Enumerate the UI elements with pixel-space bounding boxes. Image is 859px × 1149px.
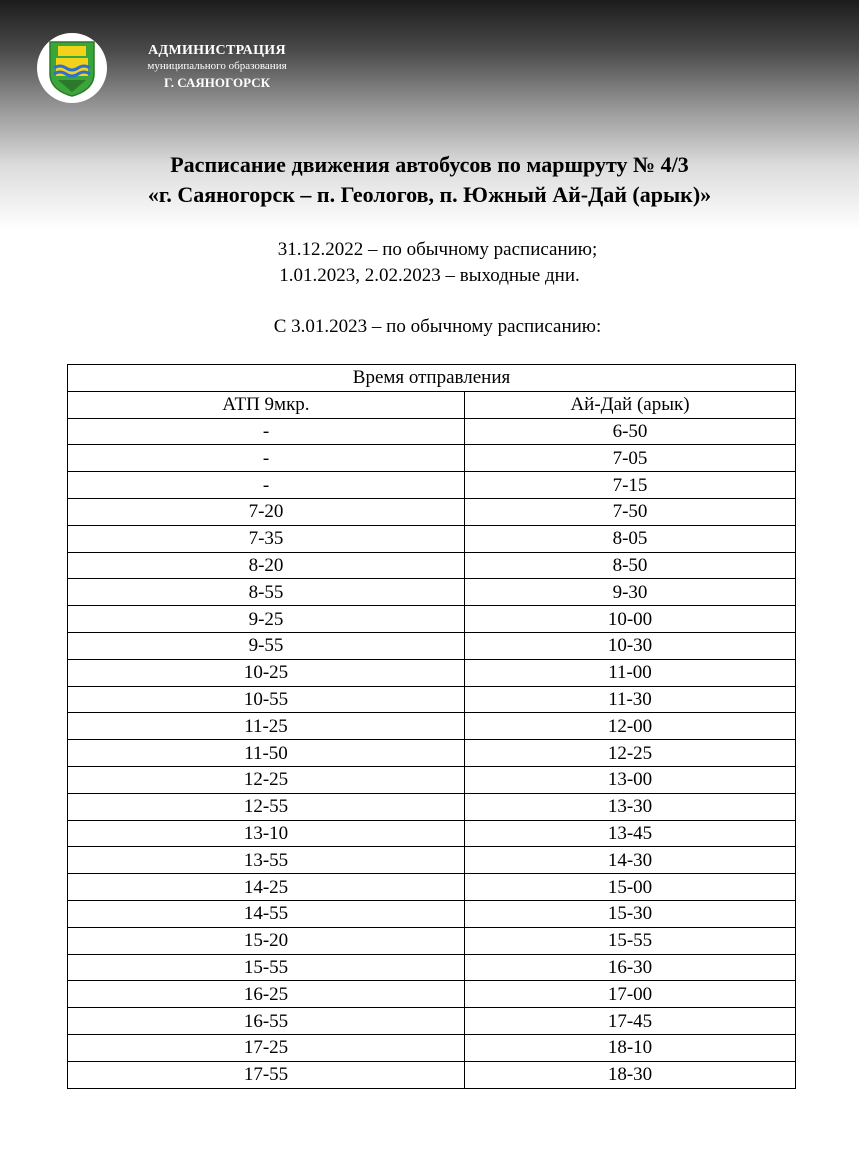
- table-row: [68, 874, 796, 901]
- departure-ai-dai-cell: 18-30: [465, 1061, 796, 1088]
- table-row: [68, 418, 796, 445]
- title-line-1: Расписание движения автобусов по маршруту № 4/3: [170, 152, 689, 177]
- departure-ai-dai-cell: 16-30: [465, 954, 796, 981]
- table-row: [68, 659, 796, 686]
- departure-atp-cell: 8-55: [68, 579, 465, 606]
- coat-of-arms-icon: [46, 38, 98, 98]
- table-row: [68, 1061, 796, 1088]
- departure-atp-cell: 9-55: [68, 632, 465, 659]
- table-row: [68, 579, 796, 606]
- departure-atp-cell: 8-20: [68, 552, 465, 579]
- note-line-2: 1.01.2023, 2.02.2023 – выходные дни.: [279, 265, 580, 286]
- table-header-departure-time: Время отправления: [68, 365, 796, 392]
- title-line-2: «г. Саяногорск – п. Геологов, п. Южный Ай-Дай (арык)»: [147, 182, 712, 207]
- coat-of-arms-logo: [37, 33, 107, 103]
- departure-ai-dai-cell: 11-30: [465, 686, 796, 713]
- note-line-1: 31.12.2022 – по обычному расписанию;: [277, 239, 598, 260]
- departure-atp-cell: 10-25: [68, 659, 465, 686]
- departure-atp-cell: 13-10: [68, 820, 465, 847]
- departure-atp-cell: 9-25: [68, 606, 465, 633]
- departure-atp-cell: 12-25: [68, 766, 465, 793]
- departure-ai-dai-cell: 7-05: [465, 445, 796, 472]
- departure-atp-cell: 16-25: [68, 981, 465, 1008]
- org-line-3: Г. САЯНОГОРСК: [163, 75, 271, 90]
- departure-ai-dai-cell: 17-00: [465, 981, 796, 1008]
- table-row: [68, 954, 796, 981]
- table-row: [68, 632, 796, 659]
- table-row: [68, 847, 796, 874]
- table-row: [68, 1008, 796, 1035]
- table-row: [68, 472, 796, 499]
- departure-atp-cell: 14-25: [68, 874, 465, 901]
- departure-ai-dai-cell: 13-30: [465, 793, 796, 820]
- table-row: [68, 793, 796, 820]
- table-row: [68, 981, 796, 1008]
- note-line-3: С 3.01.2023 – по обычному расписанию:: [273, 316, 602, 337]
- organization-name: [117, 42, 317, 91]
- table-row: [68, 713, 796, 740]
- departure-ai-dai-cell: 13-45: [465, 820, 796, 847]
- departure-ai-dai-cell: 12-00: [465, 713, 796, 740]
- departure-ai-dai-cell: 8-05: [465, 525, 796, 552]
- departure-ai-dai-cell: 9-30: [465, 579, 796, 606]
- org-line-1: АДМИНИСТРАЦИЯ: [148, 43, 286, 58]
- table-row: [68, 498, 796, 525]
- table-row: [68, 740, 796, 767]
- departure-atp-cell: -: [68, 445, 465, 472]
- table-row: [68, 552, 796, 579]
- holiday-notes: [0, 237, 859, 289]
- departure-atp-cell: 16-55: [68, 1008, 465, 1035]
- departure-atp-cell: 7-20: [68, 498, 465, 525]
- schedule-rows: [68, 418, 796, 1088]
- departure-ai-dai-cell: 13-00: [465, 766, 796, 793]
- departure-atp-cell: 15-20: [68, 927, 465, 954]
- table-row: [68, 686, 796, 713]
- departure-ai-dai-cell: 18-10: [465, 1034, 796, 1061]
- departure-atp-cell: 15-55: [68, 954, 465, 981]
- departure-atp-cell: 11-50: [68, 740, 465, 767]
- table-row: [68, 927, 796, 954]
- departure-ai-dai-cell: 10-30: [465, 632, 796, 659]
- departure-ai-dai-cell: 14-30: [465, 847, 796, 874]
- departure-atp-cell: 10-55: [68, 686, 465, 713]
- table-row: [68, 606, 796, 633]
- table-row: [68, 900, 796, 927]
- departure-ai-dai-cell: 11-00: [465, 659, 796, 686]
- departure-atp-cell: 14-55: [68, 900, 465, 927]
- departure-atp-cell: 11-25: [68, 713, 465, 740]
- departure-ai-dai-cell: 15-00: [465, 874, 796, 901]
- departure-atp-cell: -: [68, 472, 465, 499]
- schedule-intro: [0, 314, 859, 340]
- departure-atp-cell: 13-55: [68, 847, 465, 874]
- departure-ai-dai-cell: 15-55: [465, 927, 796, 954]
- departure-ai-dai-cell: 7-15: [465, 472, 796, 499]
- departure-ai-dai-cell: 17-45: [465, 1008, 796, 1035]
- table-row: [68, 1034, 796, 1061]
- table-row: [68, 525, 796, 552]
- departure-ai-dai-cell: 10-00: [465, 606, 796, 633]
- departure-atp-cell: -: [68, 418, 465, 445]
- departure-ai-dai-cell: 6-50: [465, 418, 796, 445]
- departure-ai-dai-cell: 7-50: [465, 498, 796, 525]
- departure-atp-cell: 7-35: [68, 525, 465, 552]
- departure-ai-dai-cell: 15-30: [465, 900, 796, 927]
- schedule-table: [67, 364, 796, 1089]
- table-row: [68, 766, 796, 793]
- departure-atp-cell: 12-55: [68, 793, 465, 820]
- table-row: [68, 820, 796, 847]
- column-header-ai-dai: Ай-Дай (арык): [465, 391, 796, 418]
- table-row: [68, 445, 796, 472]
- page-title: [0, 150, 859, 210]
- org-line-2: муниципального образования: [147, 60, 287, 72]
- departure-atp-cell: 17-55: [68, 1061, 465, 1088]
- departure-ai-dai-cell: 12-25: [465, 740, 796, 767]
- departure-ai-dai-cell: 8-50: [465, 552, 796, 579]
- departure-atp-cell: 17-25: [68, 1034, 465, 1061]
- column-header-atp: АТП 9мкр.: [68, 391, 465, 418]
